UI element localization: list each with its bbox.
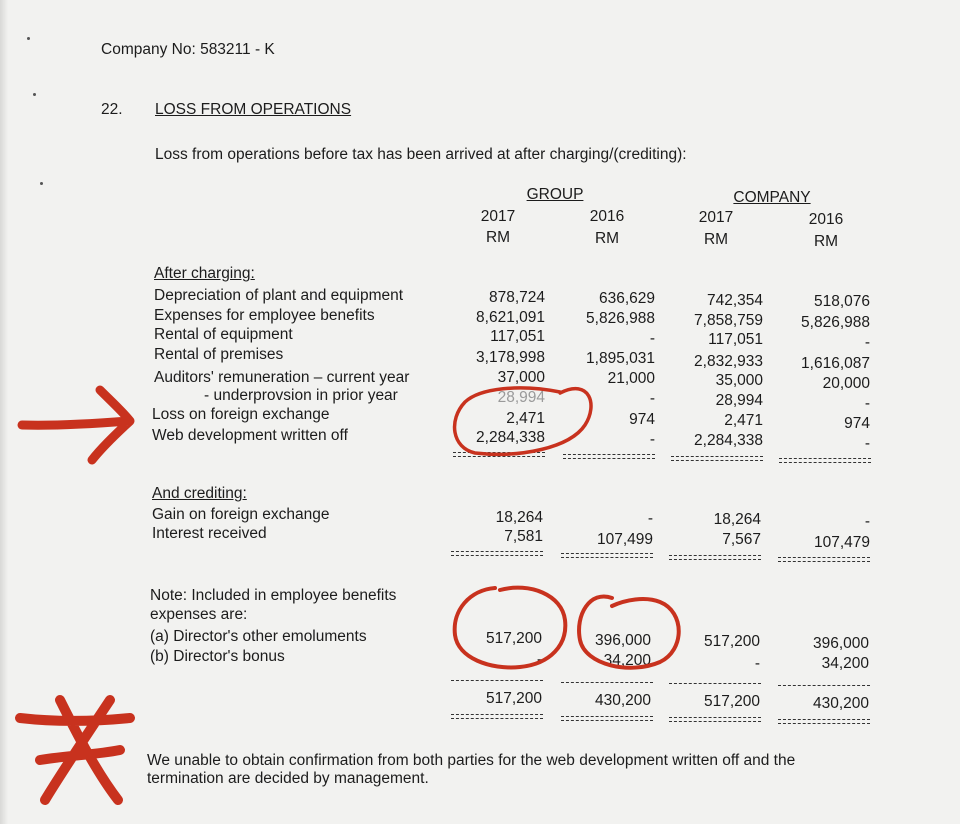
double-rule [563, 454, 655, 459]
group-header: GROUP [526, 186, 584, 203]
cell-value-obscured: 28,994 [497, 389, 545, 406]
cell-value: 18,264 [713, 511, 761, 528]
cell-value: 7,567 [722, 531, 761, 548]
cell-value: 2,832,933 [694, 353, 763, 370]
cell-value: 34,200 [821, 655, 869, 672]
cell-value: 2,471 [506, 410, 545, 427]
single-rule [561, 682, 653, 683]
single-rule [451, 680, 543, 681]
cell-value: 518,076 [813, 293, 870, 310]
single-rule [778, 685, 870, 686]
cell-value: 117,051 [490, 328, 545, 345]
note-number: 22. [101, 101, 123, 118]
note-title: LOSS FROM OPERATIONS [155, 101, 352, 118]
cell-value: 396,000 [812, 635, 869, 652]
double-rule [451, 551, 543, 556]
cell-value: 34,200 [603, 652, 651, 669]
cell-value: - [864, 334, 870, 351]
row-label: Rental of equipment [154, 326, 293, 343]
comment-line1: We unable to obtain confirmation from both parties for the web development written off and the [147, 752, 796, 769]
cell-value: 3,178,998 [476, 349, 545, 366]
year-company-2016: 2016 [808, 211, 844, 228]
cell-value: - [649, 330, 655, 347]
cell-value: 20,000 [822, 375, 870, 392]
total-value: 517,200 [485, 690, 542, 707]
total-value: 517,200 [703, 693, 760, 710]
double-rule [778, 557, 870, 562]
double-rule [451, 714, 543, 719]
total-value: 430,200 [812, 695, 869, 712]
row-label: Auditors' remuneration – current year [154, 369, 410, 386]
row-label: Interest received [152, 525, 267, 542]
cell-value: - [647, 510, 653, 527]
currency-company-2016: RM [813, 233, 839, 250]
cell-value: 35,000 [715, 372, 763, 389]
directors-note-line2: expenses are: [150, 606, 248, 623]
cell-value: 107,479 [813, 534, 870, 551]
double-rule [669, 717, 761, 722]
directors-note-line1: Note: Included in employee benefits [150, 587, 397, 604]
cell-value: - [864, 435, 870, 452]
row-label: Rental of premises [154, 346, 284, 363]
cell-value: 2,284,338 [694, 432, 763, 449]
cell-value: 974 [844, 415, 870, 432]
scan-speck [27, 37, 30, 40]
cell-value: 5,826,988 [586, 310, 655, 327]
row-label: Gain on foreign exchange [152, 506, 330, 523]
cell-value: 7,858,759 [694, 312, 763, 329]
cell-value: 396,000 [594, 632, 651, 649]
red-arrow-icon [22, 390, 130, 460]
scan-speck [40, 182, 43, 185]
row-label: Depreciation of plant and equipment [154, 287, 404, 304]
cell-value: 1,616,087 [801, 355, 870, 372]
currency-group-2016: RM [594, 230, 620, 247]
year-group-2017: 2017 [480, 208, 516, 225]
double-rule [779, 458, 871, 463]
cell-value: 517,200 [703, 633, 760, 650]
row-label: (a) Director's other emoluments [150, 628, 367, 645]
currency-company-2017: RM [703, 231, 729, 248]
company-header: COMPANY [733, 189, 811, 206]
double-rule [561, 716, 653, 721]
cell-value: - [649, 390, 655, 407]
company-number: Company No: 583211 - K [101, 41, 275, 58]
cell-value: 878,724 [488, 289, 545, 306]
row-label: Loss on foreign exchange [152, 406, 330, 423]
cell-value: 2,471 [724, 412, 763, 429]
double-rule [778, 719, 870, 724]
red-asterisk-icon [20, 700, 130, 800]
double-rule [453, 452, 545, 457]
comment-line2: termination are decided by management. [147, 770, 429, 787]
cell-value: 517,200 [485, 630, 542, 647]
cell-value: 7,581 [504, 528, 543, 545]
year-company-2017: 2017 [698, 209, 734, 226]
row-label: (b) Director's bonus [150, 648, 285, 665]
cell-value: 974 [629, 411, 655, 428]
year-group-2016: 2016 [589, 208, 625, 225]
cell-value: 5,826,988 [801, 314, 870, 331]
double-rule [669, 555, 761, 560]
total-value: 430,200 [594, 692, 651, 709]
cell-value: - [864, 513, 870, 530]
charging-heading: After charging: [154, 265, 255, 282]
cell-value: 117,051 [708, 331, 763, 348]
row-label: Expenses for employee benefits [154, 307, 375, 324]
cell-value: 742,354 [706, 292, 763, 309]
single-rule [669, 683, 761, 684]
row-label: Web development written off [152, 427, 348, 444]
cell-value: 8,621,091 [476, 309, 545, 326]
scan-speck [33, 93, 36, 96]
cell-value: - [864, 395, 870, 412]
cell-value: 28,994 [715, 392, 763, 409]
cell-value: 18,264 [495, 509, 543, 526]
cell-value: 21,000 [607, 370, 655, 387]
note-intro: Loss from operations before tax has been arrived at after charging/(crediting): [155, 146, 687, 163]
cell-value: 37,000 [497, 369, 545, 386]
cell-value: 636,629 [598, 290, 655, 307]
cell-value: 2,284,338 [476, 429, 545, 446]
cell-value: 1,895,031 [586, 350, 655, 367]
currency-group-2017: RM [485, 229, 511, 246]
crediting-heading: And crediting: [152, 485, 247, 502]
double-rule [561, 553, 653, 558]
cell-value: - [754, 655, 760, 672]
cell-value: - [649, 431, 655, 448]
cell-value: - [536, 651, 542, 668]
cell-value: 107,499 [596, 531, 653, 548]
double-rule [671, 456, 763, 461]
row-label: - underprovsion in prior year [204, 387, 398, 404]
scan-edge [0, 0, 8, 824]
